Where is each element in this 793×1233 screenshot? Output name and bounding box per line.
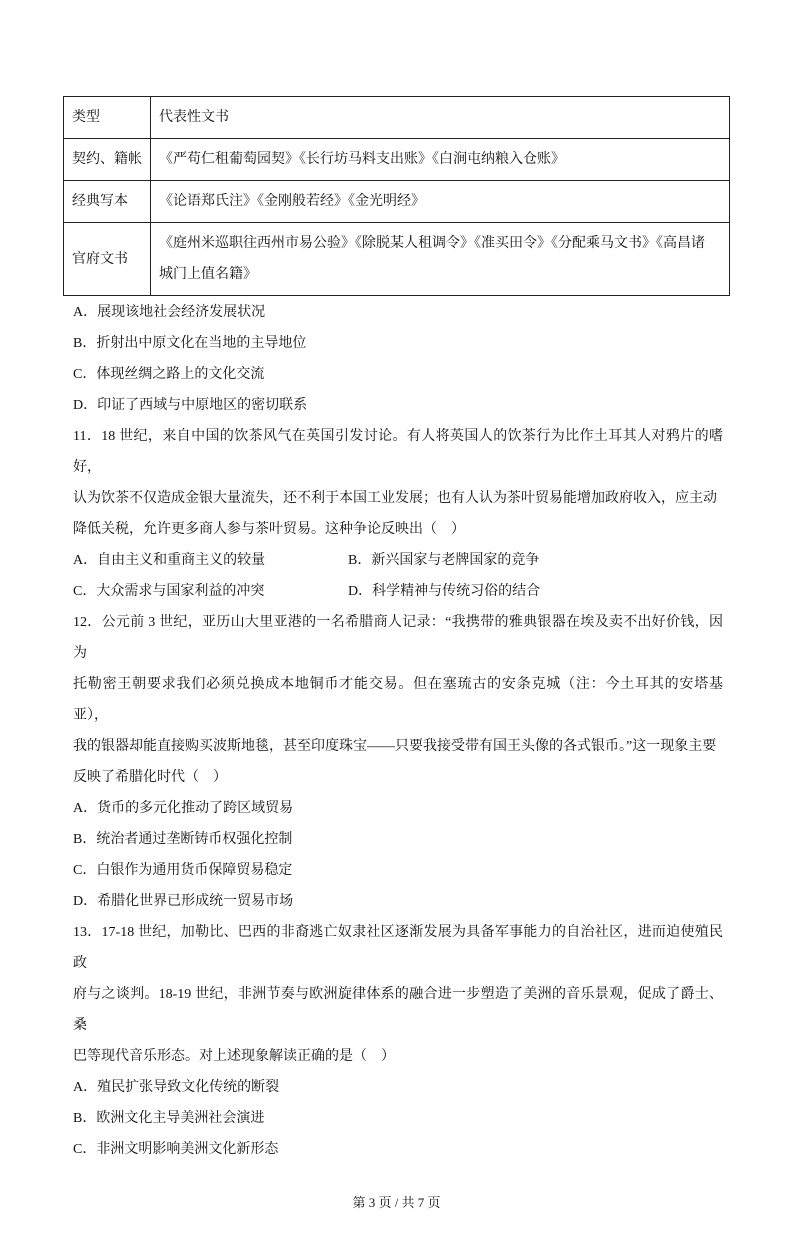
q12-stem-line: 12．公元前 3 世纪，亚历山大里亚港的一名希腊商人记录：“我携带的雅典银器在埃及卖不出好价钱，因为 bbox=[73, 615, 723, 661]
table-cell-docs: 《严苟仁租葡萄园契》《长行坊马料支出账》《白涧屯纳粮入仓账》 bbox=[151, 139, 730, 181]
q13-option-c: C．非洲文明影响美洲文化新形态 bbox=[73, 1142, 279, 1157]
q11-option-c: C．大众需求与国家利益的冲突 bbox=[73, 584, 265, 599]
q13-option-b: B．欧洲文化主导美洲社会演进 bbox=[73, 1111, 265, 1126]
q10-option-d: D．印证了西域与中原地区的密切联系 bbox=[73, 398, 308, 413]
q11-options-row bbox=[73, 576, 723, 607]
q12-stem-line: 反映了希腊化时代（ ） bbox=[73, 770, 227, 785]
q12-stem-line: 我的银器却能直接购买波斯地毯，甚至印度珠宝——只要我接受带有国王头像的各式银币。”这一现象主要 bbox=[73, 739, 717, 754]
table-cell-type: 契约、籍帐 bbox=[64, 139, 151, 181]
q10-option-a: A．展现该地社会经济发展状况 bbox=[73, 305, 266, 320]
q11-stem-line: 11．18 世纪，来自中国的饮茶风气在英国引发讨论。有人将英国人的饮茶行为比作土耳其人对鸦片的嗜好， bbox=[73, 429, 723, 475]
q13-stem-line: 13．17-18 世纪，加勒比、巴西的非裔逃亡奴隶社区逐渐发展为具备军事能力的自治社区，进而迫使殖民政 bbox=[73, 925, 723, 971]
q11-options-row bbox=[73, 545, 723, 576]
table-cell-docs bbox=[151, 223, 730, 296]
table-cell-type: 经典写本 bbox=[64, 181, 151, 223]
table-cell-docs: 《论语郑氏注》《金刚般若经》《金光明经》 bbox=[151, 181, 730, 223]
q10-option-b: B．折射出中原文化在当地的主导地位 bbox=[73, 336, 307, 351]
q13-stem-line: 府与之谈判。18-19 世纪，非洲节奏与欧洲旋律体系的融合进一步塑造了美洲的音乐景观，促成了爵士、桑 bbox=[73, 987, 723, 1033]
q12-option-d: D．希腊化世界已形成统一贸易市场 bbox=[73, 894, 294, 909]
table-row bbox=[64, 223, 730, 296]
q13-stem-line: 巴等现代音乐形态。对上述现象解读正确的是（ ） bbox=[73, 1049, 395, 1064]
q12-stem-line: 托勒密王朝要求我们必须兑换成本地铜币才能交易。但在塞琉古的安条克城（注：今土耳其的安塔基亚）， bbox=[73, 677, 723, 723]
questions-body bbox=[63, 296, 731, 1165]
q11-option-a: A．自由主义和重商主义的较量 bbox=[73, 553, 266, 568]
q12-option-a: A．货币的多元化推动了跨区域贸易 bbox=[73, 801, 294, 816]
q11-stem-line: 降低关税，允许更多商人参与茶叶贸易。这种争论反映出（ ） bbox=[73, 522, 465, 537]
q10-option-c: C．体现丝绸之路上的文化交流 bbox=[73, 367, 265, 382]
q11-stem-line: 认为饮茶不仅造成金银大量流失，还不利于本国工业发展；也有人认为茶叶贸易能增加政府收入，应主动 bbox=[73, 491, 717, 506]
table-row bbox=[64, 139, 730, 181]
table-cell-docs-line: 《庭州米巡职往西州市易公验》《除脱某人租调令》《准买田令》《分配乘马文书》《高昌诸 bbox=[159, 236, 705, 251]
table-header-row bbox=[64, 97, 730, 139]
table-header-type: 类型 bbox=[64, 97, 151, 139]
q11-option-b: B．新兴国家与老牌国家的竞争 bbox=[348, 553, 540, 568]
q12-option-c: C．白银作为通用货币保障贸易稳定 bbox=[73, 863, 293, 878]
table-cell-type: 官府文书 bbox=[64, 223, 151, 296]
table-cell-docs-line: 城门上值名籍》 bbox=[159, 267, 257, 282]
q13-option-a: A．殖民扩张导致文化传统的断裂 bbox=[73, 1080, 280, 1095]
table-row bbox=[64, 181, 730, 223]
table-header-docs: 代表性文书 bbox=[151, 97, 730, 139]
q11-option-d: D．科学精神与传统习俗的结合 bbox=[348, 584, 541, 599]
page-footer: 第 3 页 / 共 7 页 bbox=[352, 1195, 441, 1210]
q12-option-b: B．统治者通过垄断铸币权强化控制 bbox=[73, 832, 293, 847]
document-table bbox=[63, 96, 730, 296]
